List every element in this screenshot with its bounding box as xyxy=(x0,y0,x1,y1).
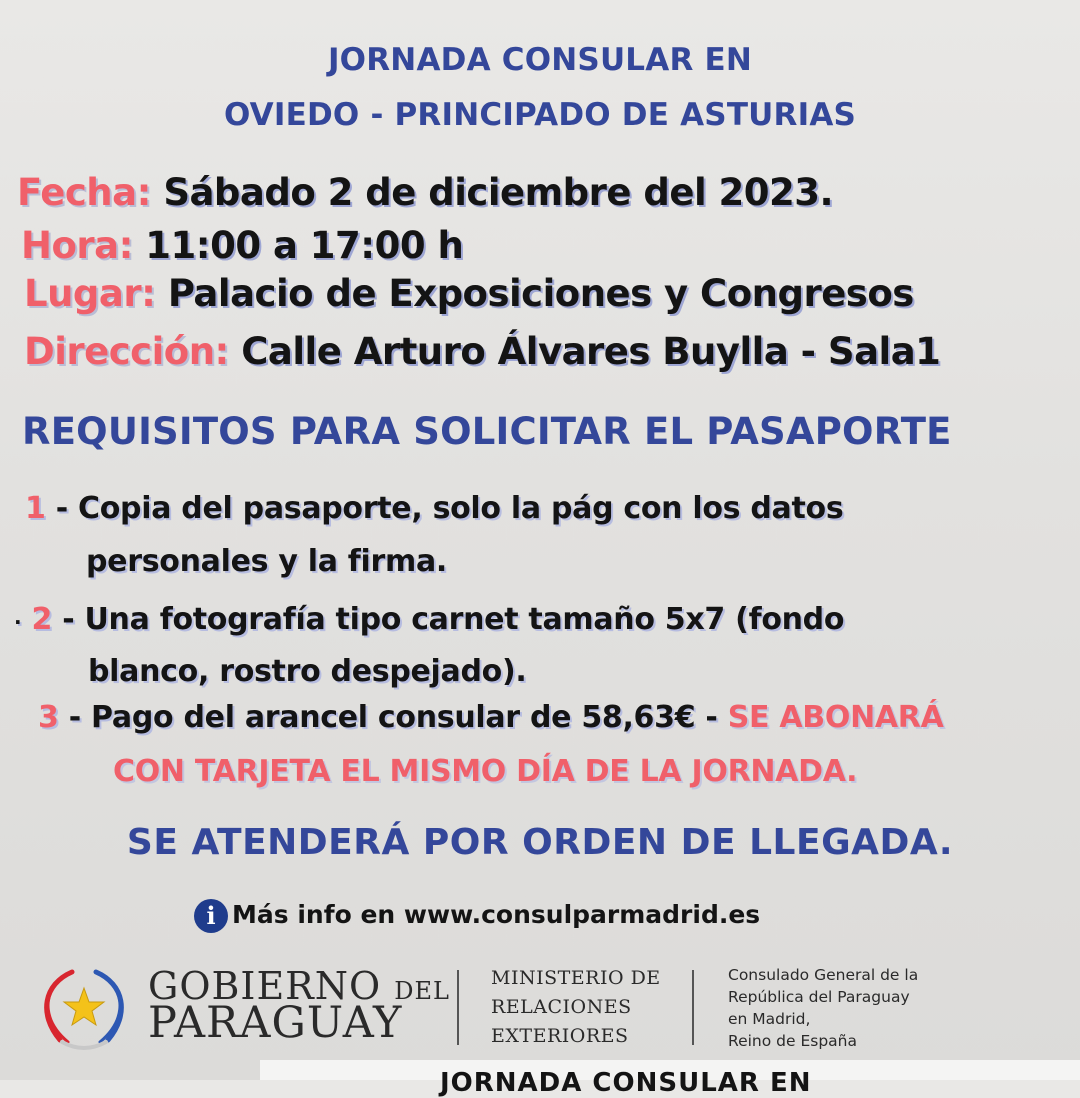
more-info-text[interactable]: Más info en www.consulparmadrid.es xyxy=(232,900,761,929)
fecha-row xyxy=(17,171,833,214)
requirement-2-number: 2 xyxy=(31,602,53,637)
hora-row xyxy=(21,224,463,267)
divider-1 xyxy=(457,970,459,1045)
ministerio-line2: RELACIONES xyxy=(491,996,632,1018)
consulado-line4: Reino de España xyxy=(728,1032,857,1050)
hora-value: 11:00 a 17:00 h xyxy=(145,224,464,267)
page-title-line2: OVIEDO - PRINCIPADO DE ASTURIAS xyxy=(223,97,857,133)
requirement-1-number: 1 xyxy=(25,491,46,526)
requirement-2-line2: blanco, rostro despejado). xyxy=(88,654,527,689)
coat-of-arms-icon xyxy=(32,962,136,1052)
requirement-3-line1 xyxy=(38,700,944,735)
ministerio-line1: MINISTERIO DE xyxy=(491,967,661,989)
direccion-value: Calle Arturo Álvares Buylla - Sala1 xyxy=(241,330,941,373)
paraguay-text: PARAGUAY xyxy=(148,998,403,1048)
arrival-notice: SE ATENDERÁ POR ORDEN DE LLEGADA. xyxy=(126,822,954,863)
requirement-3-line2: CON TARJETA EL MISMO DÍA DE LA JORNADA. xyxy=(113,754,858,789)
bottom-strip-text: JORNADA CONSULAR EN xyxy=(440,1068,812,1098)
more-info xyxy=(194,899,760,933)
requirements-title: REQUISITOS PARA SOLICITAR EL PASAPORTE xyxy=(22,410,952,453)
fecha-value: Sábado 2 de diciembre del 2023. xyxy=(163,171,834,214)
consulado-line1: Consulado General de la xyxy=(728,966,919,984)
requirement-2-line1 xyxy=(14,602,844,637)
hora-label: Hora: xyxy=(21,224,133,267)
requirement-1-text: - Copia del pasaporte, solo la pág con los datos xyxy=(45,491,844,526)
requirement-1-line1 xyxy=(25,491,843,526)
direccion-label: Dirección: xyxy=(24,330,229,373)
page-title-line1: JORNADA CONSULAR EN xyxy=(327,42,753,78)
requirement-2-text: - Una fotografía tipo carnet tamaño 5x7 (fondo xyxy=(52,602,845,637)
bottom-strip xyxy=(260,1060,1080,1098)
requirement-1-line2: personales y la firma. xyxy=(86,544,448,579)
requirement-3-text: - Pago del arancel consular de 58,63€ - xyxy=(58,700,728,735)
consulado-block xyxy=(728,964,918,1052)
fecha-label: Fecha: xyxy=(17,171,151,214)
ministerio-line3: EXTERIORES xyxy=(491,1025,629,1047)
lugar-label: Lugar: xyxy=(24,272,156,315)
lugar-value: Palacio de Exposiciones y Congresos xyxy=(167,272,914,315)
info-icon: i xyxy=(194,899,228,933)
requirement-3-number: 3 xyxy=(38,700,59,735)
requirement-2-bullet: · xyxy=(14,610,22,634)
gobierno-word: GOBIERNO xyxy=(148,964,382,1008)
ministerio-block xyxy=(491,964,661,1051)
direccion-row xyxy=(24,330,940,373)
requirement-3-highlight: SE ABONARÁ xyxy=(727,700,944,735)
lugar-row xyxy=(24,272,914,315)
divider-2 xyxy=(692,970,694,1045)
del-word: DEL xyxy=(394,977,450,1005)
consulado-line2: República del Paraguay xyxy=(728,988,910,1006)
consulado-line3: en Madrid, xyxy=(728,1010,811,1028)
